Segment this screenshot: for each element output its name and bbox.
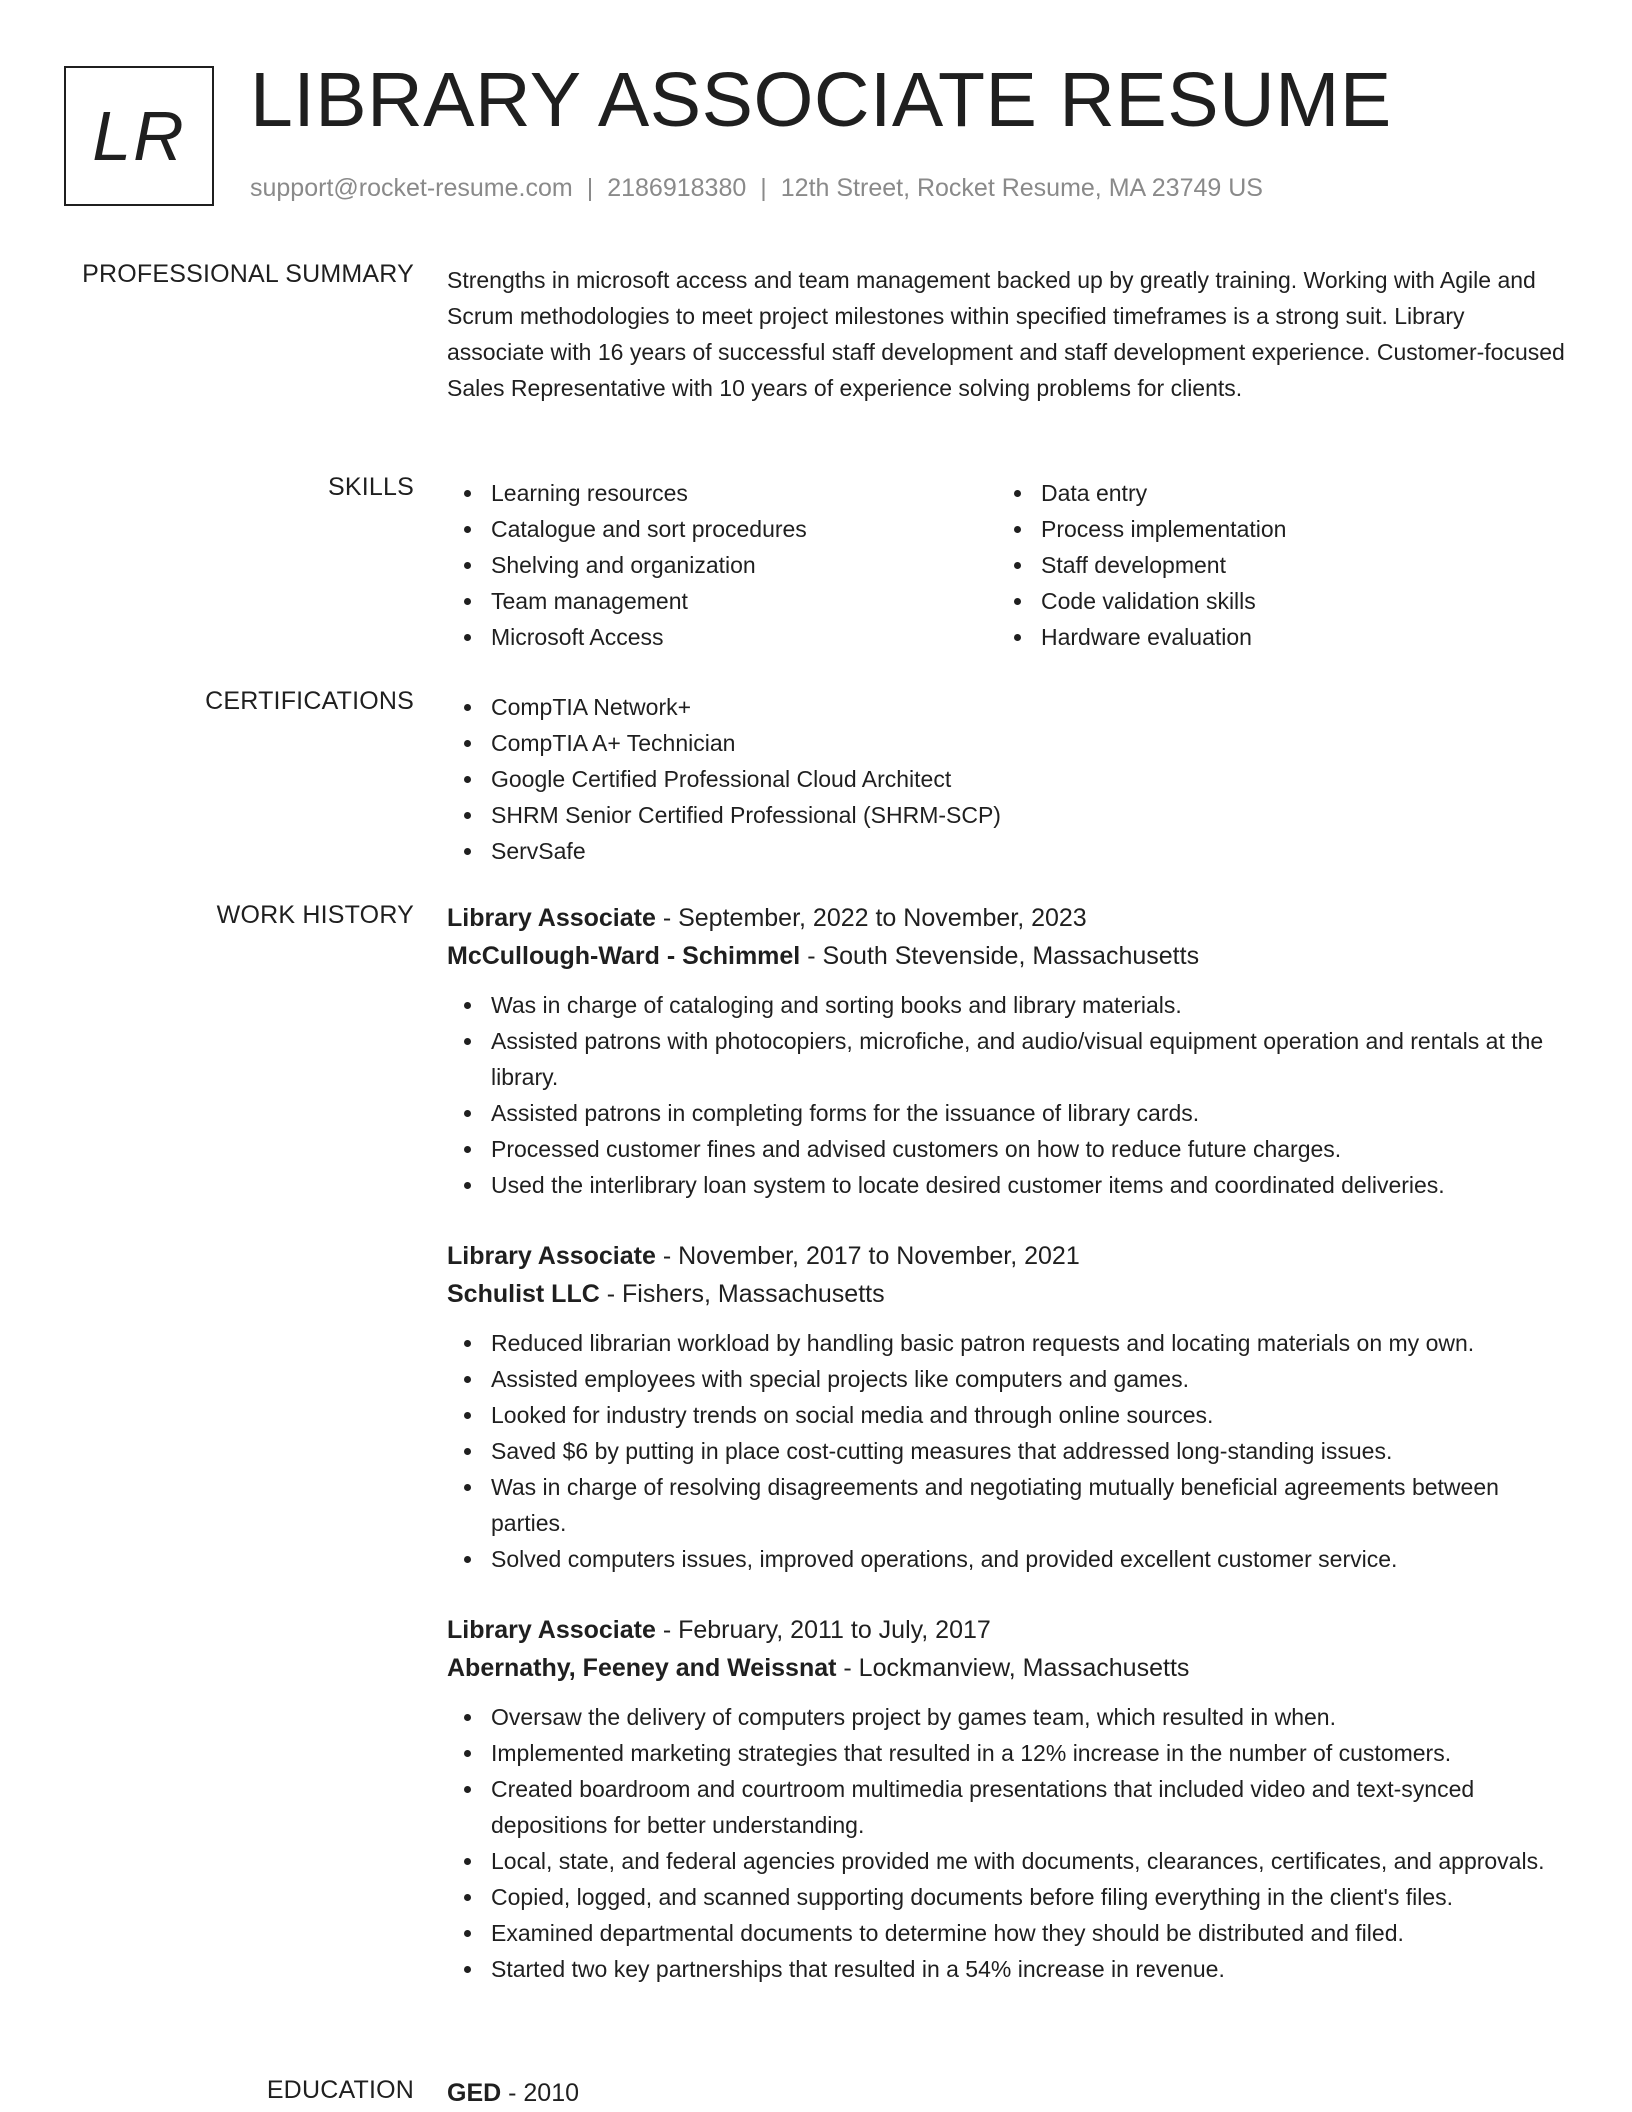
skill-item: Staff development [997, 547, 1547, 583]
education-label: EDUCATION [266, 2076, 414, 2104]
job-title: Library Associate [447, 1242, 656, 1270]
job-bullet: Created boardroom and courtroom multimedia presentations that included video and text-synced depositions for better understanding. [447, 1771, 1567, 1843]
skill-item: Shelving and organization [447, 547, 997, 583]
skills-label: SKILLS [328, 473, 414, 501]
job-bullet: Solved computers issues, improved operations, and provided excellent customer service. [447, 1541, 1567, 1577]
job-bullets [447, 1325, 1567, 1577]
contact-separator: | [586, 174, 594, 202]
job-company-line [447, 1275, 1567, 1313]
contact-phone: 2186918380 [607, 174, 747, 202]
skill-item: Microsoft Access [447, 619, 997, 655]
job-bullet: Implemented marketing strategies that resulted in a 12% increase in the number of customers. [447, 1735, 1567, 1771]
certification-item: CompTIA Network+ [447, 689, 1567, 725]
job-bullet: Assisted patrons with photocopiers, microfiche, and audio/visual equipment operation and rentals at the library. [447, 1023, 1567, 1095]
job-company-line [447, 937, 1567, 975]
skills-list-left [447, 475, 997, 655]
education-entry [447, 2074, 1567, 2112]
job-entry [447, 1237, 1567, 1577]
job-location: - Fishers, Massachusetts [599, 1280, 885, 1308]
skill-item: Catalogue and sort procedures [447, 511, 997, 547]
certifications-label: CERTIFICATIONS [205, 687, 414, 715]
certification-item: CompTIA A+ Technician [447, 725, 1567, 761]
job-company: McCullough-Ward - Schimmel [447, 942, 801, 970]
job-dates: - September, 2022 to November, 2023 [655, 904, 1087, 932]
job-location: - Lockmanview, Massachusetts [836, 1654, 1190, 1682]
contact-line [250, 174, 1263, 203]
job-bullet: Started two key partnerships that resulted in a 54% increase in revenue. [447, 1951, 1567, 1987]
skills-list-right [997, 475, 1547, 655]
job-bullet: Used the interlibrary loan system to locate desired customer items and coordinated deliveries. [447, 1167, 1567, 1203]
skill-item: Process implementation [997, 511, 1547, 547]
education-degree: GED [447, 2079, 502, 2107]
skill-item: Hardware evaluation [997, 619, 1547, 655]
job-title-line [447, 1611, 1567, 1649]
contact-separator: | [760, 174, 767, 202]
certification-item: SHRM Senior Certified Professional (SHRM-SCP) [447, 797, 1567, 833]
job-bullet: Saved $6 by putting in place cost-cutting measures that addressed long-standing issues. [447, 1433, 1567, 1469]
skill-item: Team management [447, 583, 997, 619]
job-bullet: Was in charge of cataloging and sorting books and library materials. [447, 987, 1567, 1023]
resume-title: LIBRARY ASSOCIATE RESUME [250, 57, 1392, 143]
job-dates: - February, 2011 to July, 2017 [655, 1616, 991, 1644]
job-company: Schulist LLC [447, 1280, 600, 1308]
job-bullet: Examined departmental documents to determine how they should be distributed and filed. [447, 1915, 1567, 1951]
contact-email: support@rocket-resume.com [250, 174, 573, 202]
skill-item: Data entry [997, 475, 1547, 511]
job-bullets [447, 1699, 1567, 1987]
skill-item: Learning resources [447, 475, 997, 511]
job-bullet: Local, state, and federal agencies provided me with documents, clearances, certificates, and approvals. [447, 1843, 1567, 1879]
education-year: - 2010 [501, 2079, 580, 2107]
summary-text: Strengths in microsoft access and team management backed up by greatly training. Working with Agile and Scrum methodologies to meet project milestones within specified timeframes is a strong suit. Library associate with 16 years of successful staff development and staff development experience. Customer-focused Sales Representative with 10 years of experience solving problems for clients. [447, 267, 1565, 401]
job-bullet: Was in charge of resolving disagreements and negotiating mutually beneficial agreements between parties. [447, 1469, 1567, 1541]
work-history-label: WORK HISTORY [216, 901, 414, 929]
certifications-list [447, 689, 1567, 869]
job-entry [447, 1611, 1567, 1987]
job-location: - South Stevenside, Massachusetts [800, 942, 1200, 970]
certification-item: ServSafe [447, 833, 1567, 869]
job-bullet: Assisted employees with special projects like computers and games. [447, 1361, 1567, 1397]
job-title: Library Associate [447, 1616, 656, 1644]
monogram-initials: LR [64, 66, 214, 206]
job-company-line [447, 1649, 1567, 1687]
job-bullet: Reduced librarian workload by handling basic patron requests and locating materials on my own. [447, 1325, 1567, 1361]
job-title-line [447, 1237, 1567, 1275]
job-title-line [447, 899, 1567, 937]
job-bullet: Copied, logged, and scanned supporting documents before filing everything in the client's files. [447, 1879, 1567, 1915]
job-bullet: Assisted patrons in completing forms for the issuance of library cards. [447, 1095, 1567, 1131]
job-title: Library Associate [447, 904, 656, 932]
job-entry [447, 899, 1567, 1203]
contact-address: 12th Street, Rocket Resume, MA 23749 US [780, 174, 1263, 202]
job-company: Abernathy, Feeney and Weissnat [447, 1654, 837, 1682]
job-bullet: Oversaw the delivery of computers project by games team, which resulted in when. [447, 1699, 1567, 1735]
job-dates: - November, 2017 to November, 2021 [655, 1242, 1080, 1270]
certification-item: Google Certified Professional Cloud Architect [447, 761, 1567, 797]
job-bullets [447, 987, 1567, 1203]
skill-item: Code validation skills [997, 583, 1547, 619]
summary-label: PROFESSIONAL SUMMARY [82, 260, 414, 288]
job-bullet: Processed customer fines and advised customers on how to reduce future charges. [447, 1131, 1567, 1167]
job-bullet: Looked for industry trends on social media and through online sources. [447, 1397, 1567, 1433]
